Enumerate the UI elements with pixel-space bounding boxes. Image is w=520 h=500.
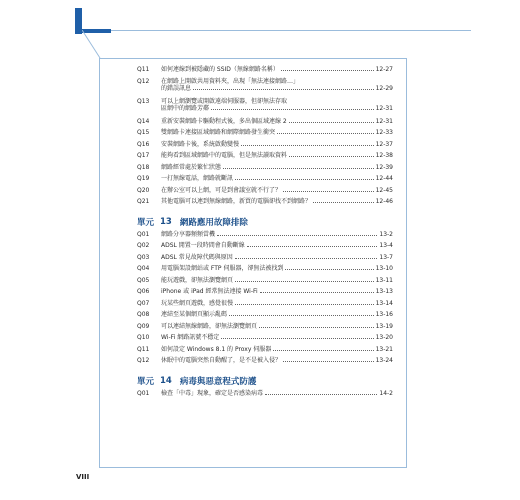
entry-title: 的錯誤訊息 [161, 84, 192, 92]
dot-leader [285, 265, 373, 270]
dot-leader [259, 323, 374, 328]
question-number: Q18 [137, 163, 150, 171]
entry-title: 重新安裝網路卡驅動程式後，多出個區域連線 2 [161, 117, 287, 125]
dot-leader [221, 334, 373, 339]
toc-entry[interactable] [137, 129, 393, 141]
page-ref: 13-20 [375, 334, 393, 341]
dot-leader [265, 390, 377, 395]
page-ref: 12-29 [375, 84, 393, 92]
page-ref: 12-46 [375, 198, 393, 205]
page-ref: 13-24 [375, 357, 393, 364]
page-ref: 13-10 [375, 265, 393, 272]
unit-heading [137, 215, 393, 229]
page-ref: 13-19 [375, 322, 393, 330]
entry-title: 在辦公室可以上網，可是到會議室就不行了？ [161, 186, 282, 194]
question-number: Q20 [137, 186, 150, 194]
page-ref: 13-14 [375, 299, 393, 307]
question-number: Q01 [137, 230, 150, 238]
dot-leader [241, 141, 374, 146]
question-number: Q19 [137, 175, 150, 182]
toc-entry[interactable] [137, 277, 393, 289]
toc-entry[interactable] [137, 288, 393, 300]
page-ref: 12-38 [375, 152, 393, 159]
toc-entry[interactable] [137, 78, 393, 98]
page-ref: 12-39 [375, 163, 393, 171]
entry-title: 休眠中的電腦突然自動醒了，是不是被入侵？ [161, 357, 282, 364]
question-number: Q13 [137, 97, 150, 105]
toc-entry[interactable] [137, 164, 393, 176]
dot-leader [281, 66, 374, 71]
page-ref: 12-27 [375, 66, 393, 73]
entry-title: 可以連結無線網路，卻無法瀏覽網頁 [161, 322, 258, 330]
toc-entry[interactable] [137, 198, 393, 210]
entry-title: 可以上網瀏覽或開啟遠端伺服器，但卻無法存取 [161, 97, 288, 105]
page-ref: 13-16 [375, 311, 393, 318]
entry-title: 能玩遊戲，卻無法瀏覽網頁 [161, 276, 234, 284]
entry-title: ADSL 常見故障代碼與原因 [161, 253, 233, 261]
toc-entry[interactable] [137, 152, 393, 164]
question-number: Q16 [137, 140, 150, 148]
dot-leader [217, 231, 377, 236]
question-number: Q01 [137, 389, 150, 397]
entry-title: 檢查「中毒」現象，確定是否感染病毒 [161, 389, 264, 397]
page-ref: 12-44 [375, 175, 393, 182]
page-ref: 13-11 [375, 276, 393, 284]
question-number: Q11 [137, 66, 150, 73]
entry-title: 一打無線電話，網路就斷訊 [161, 175, 234, 182]
dot-leader [235, 175, 374, 180]
page-ref: 13-2 [379, 230, 393, 238]
question-number: Q10 [137, 334, 150, 341]
question-number: Q21 [137, 198, 150, 205]
dot-leader [235, 300, 374, 305]
unit-title: 病毒與惡意程式防護 [179, 376, 257, 387]
question-number: Q05 [137, 276, 150, 284]
dot-leader [235, 277, 374, 282]
entry-title: 網路經常處於繁忙狀態 [161, 163, 222, 171]
toc-entry[interactable] [137, 187, 393, 199]
question-number: Q11 [137, 345, 150, 353]
entry-title: ADSL 閒置一段時間會自動斷線 [161, 242, 245, 249]
page-ref: 13-7 [379, 253, 393, 261]
page-ref: 13-21 [375, 345, 393, 353]
unit-title: 網路應用故障排除 [179, 217, 248, 228]
page-ref: 12-45 [375, 186, 393, 194]
frame-connector-line [82, 30, 112, 60]
toc-entry[interactable] [137, 254, 393, 266]
question-number: Q12 [137, 77, 150, 85]
toc-entry[interactable] [137, 242, 393, 254]
page-ref: 14-2 [379, 389, 393, 397]
question-number: Q03 [137, 253, 150, 261]
entry-title: 在網路上開啟共用資料夾，出現「無法連接網路…」 [161, 77, 300, 85]
toc-entry[interactable] [137, 300, 393, 312]
toc-entry[interactable] [137, 334, 393, 346]
unit-label: 單元 [137, 217, 155, 228]
unit-number: 13 [160, 216, 172, 227]
dot-leader [223, 164, 374, 169]
dot-leader [289, 118, 374, 123]
table-of-contents [137, 66, 393, 401]
question-number: Q09 [137, 322, 150, 330]
question-number: Q02 [137, 242, 150, 249]
dot-leader [283, 357, 374, 362]
entry-title: 如何設定 Windows 8.1 的 Proxy 伺服器 [161, 345, 272, 353]
dot-leader [289, 152, 374, 157]
toc-entry[interactable] [137, 357, 393, 369]
entry-title: 區網中的網路芳鄰 [161, 104, 210, 112]
toc-entry[interactable] [137, 66, 393, 78]
entry-title: 用電腦架設網站或 FTP 伺服器，卻無法被找到 [161, 265, 284, 272]
page-ref: 13-13 [375, 288, 393, 295]
entry-title: 如何連線到被隱藏的 SSID（無線網路名稱） [161, 66, 279, 73]
toc-entry[interactable] [137, 323, 393, 335]
dot-leader [273, 346, 373, 351]
question-number: Q04 [137, 265, 150, 272]
question-number: Q06 [137, 288, 150, 295]
page-ref: 13-4 [379, 242, 393, 249]
page-ref: 12-33 [375, 129, 393, 136]
entry-title: 其他電腦可以連到無線網路，新買的電腦卻找不到網路？ [161, 198, 312, 205]
toc-entry[interactable] [137, 265, 393, 277]
entry-title: 玩某些網頁遊戲，感覺很慢 [161, 299, 234, 307]
toc-entry[interactable] [137, 175, 393, 187]
question-number: Q08 [137, 311, 150, 318]
unit-number: 14 [160, 375, 172, 386]
toc-entry[interactable] [137, 346, 393, 358]
toc-entry[interactable] [137, 118, 393, 130]
entry-title: 網路分享器頻頻當機 [161, 230, 216, 238]
dot-leader [283, 187, 374, 192]
toc-entry[interactable] [137, 98, 393, 118]
question-number: Q15 [137, 129, 150, 136]
toc-entry[interactable] [137, 231, 393, 243]
toc-entry[interactable] [137, 141, 393, 153]
dot-leader [235, 254, 378, 259]
unit-heading [137, 374, 393, 388]
entry-title: iPhone 或 iPad 經常無法連接 Wi-Fi [161, 288, 258, 295]
question-number: Q12 [137, 357, 150, 364]
page-ref: 12-31 [375, 117, 393, 125]
dot-leader [193, 85, 374, 90]
page-ref: 12-31 [375, 104, 393, 112]
page-ref: 12-37 [375, 140, 393, 148]
entry-title: 安裝網路卡後，系統啟動變慢 [161, 140, 240, 148]
question-number: Q07 [137, 299, 150, 307]
question-number: Q17 [137, 152, 150, 159]
dot-leader [229, 311, 374, 316]
unit-label: 單元 [137, 376, 155, 387]
dot-leader [277, 129, 374, 134]
entry-title: 雙網路卡連接區域網路和網際網路發生衝突 [161, 129, 276, 136]
entry-title: 連結至某個網頁顯示亂碼 [161, 311, 228, 318]
entry-title: Wi-Fi 網路訊號不穩定 [161, 334, 220, 341]
question-number: Q14 [137, 117, 150, 125]
dot-leader [313, 198, 374, 203]
page-number: VIII [76, 473, 90, 481]
toc-entry[interactable] [137, 311, 393, 323]
entry-title: 能夠看到區域網路中的電腦，但是無法讀取資料 [161, 152, 288, 159]
dot-leader [247, 242, 378, 247]
dot-leader [211, 105, 374, 110]
toc-entry[interactable] [137, 390, 393, 402]
dot-leader [260, 288, 374, 293]
header-thin-rule [111, 30, 471, 31]
